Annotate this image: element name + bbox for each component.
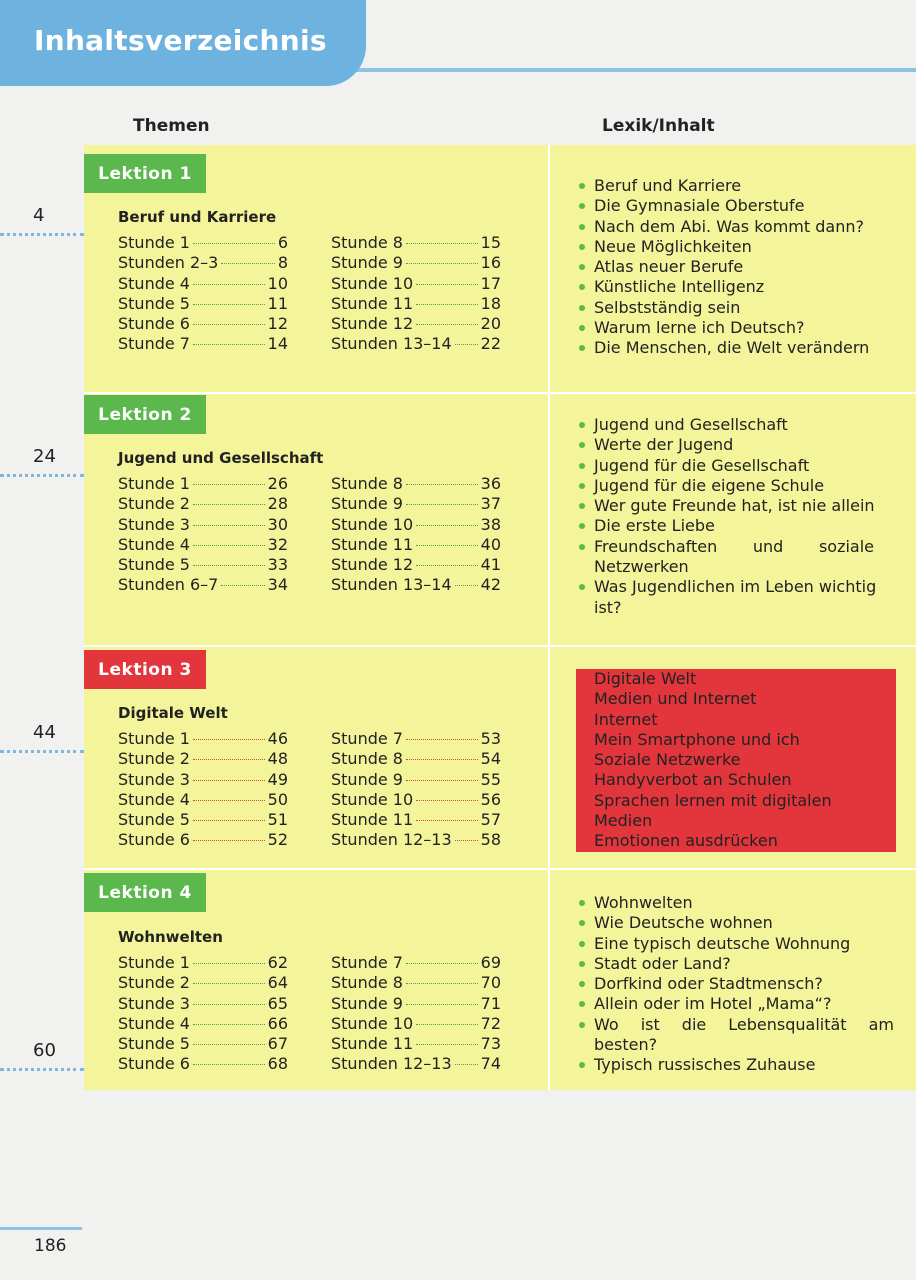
lesson-entry[interactable] [331, 1054, 501, 1074]
entry-label: Stunde 4 [118, 1013, 190, 1033]
entry-label: Stunde 8 [331, 973, 403, 993]
entry-label: Stunden 6–7 [118, 575, 219, 595]
entry-label: Stunde 8 [331, 749, 403, 769]
entry-page: 50 [267, 789, 288, 809]
topic-item: Internet [576, 710, 896, 730]
lesson-entry[interactable] [331, 994, 501, 1014]
lesson-entry[interactable] [118, 274, 288, 294]
lesson-entry[interactable] [331, 729, 501, 749]
entry-label: Stunde 11 [331, 534, 414, 554]
lesson-entry[interactable] [118, 973, 288, 993]
lesson-entry[interactable] [118, 953, 288, 973]
lesson-entry[interactable] [118, 515, 288, 535]
entry-label: Stunde 6 [118, 830, 190, 850]
lesson-entry[interactable] [331, 535, 501, 555]
leader-dots [455, 1064, 478, 1065]
topic-item: Die erste Liebe [576, 516, 896, 536]
lesson-entry[interactable] [331, 314, 501, 334]
entry-label: Stunde 3 [118, 769, 190, 789]
lesson-badge[interactable]: Lektion 2 [84, 395, 206, 434]
entry-label: Stunde 9 [331, 993, 403, 1013]
entry-label: Stunde 3 [118, 993, 190, 1013]
lesson-entry[interactable] [331, 233, 501, 253]
entry-label: Stunde 7 [331, 953, 403, 972]
lesson-entry[interactable] [331, 953, 501, 973]
lesson-entry[interactable] [331, 294, 501, 314]
leader-dots [416, 304, 477, 305]
leader-dots [221, 585, 264, 586]
entry-label: Stunden 12–13 [331, 1054, 452, 1074]
topic-item: Allein oder im Hotel „Mama“? [576, 994, 896, 1014]
topic-list [576, 415, 896, 618]
lesson-badge[interactable]: Lektion 4 [84, 873, 206, 912]
leader-dots [455, 344, 478, 345]
page-number: 186 [34, 1236, 67, 1256]
entry-page: 16 [480, 253, 501, 273]
lesson-entry[interactable] [118, 790, 288, 810]
topic-item: Wo ist die Lebensqualität am besten? [576, 1015, 894, 1056]
leader-dots [193, 739, 265, 740]
leader-dots [406, 484, 478, 485]
column-heading-themes: Themen [133, 116, 210, 136]
lesson-entry[interactable] [118, 1054, 288, 1074]
entry-label: Stunde 10 [331, 789, 414, 809]
leader-dots [406, 983, 478, 984]
entry-page: 69 [480, 953, 501, 972]
topic-item: Mein Smartphone und ich [576, 730, 896, 750]
lesson-entry[interactable] [331, 1014, 501, 1034]
entry-label: Stunde 1 [118, 474, 190, 493]
lesson-entry[interactable] [331, 770, 501, 790]
entry-label: Stunden 2–3 [118, 253, 219, 273]
leader-dots [193, 284, 265, 285]
leader-dots [406, 263, 478, 264]
entry-page: 70 [480, 973, 501, 993]
lesson-entry[interactable] [331, 973, 501, 993]
topic-item: Wer gute Freunde hat, ist nie allein [576, 496, 896, 516]
lesson-entry[interactable] [118, 314, 288, 334]
lesson-entry[interactable] [331, 515, 501, 535]
entry-page: 42 [480, 575, 501, 595]
lesson-entry[interactable] [118, 1014, 288, 1034]
header-tab [0, 0, 366, 86]
leader-dots [416, 565, 477, 566]
lesson-entry[interactable] [331, 575, 501, 595]
lesson-title: Beruf und Karriere [118, 208, 277, 226]
leader-dots [406, 759, 478, 760]
topic-item: Die Gymnasiale Oberstufe [576, 196, 896, 216]
entry-page: 17 [480, 273, 501, 293]
lesson-entries [118, 729, 502, 851]
leader-dots [193, 1064, 265, 1065]
topic-item: Soziale Netzwerke [576, 750, 896, 770]
entry-page: 52 [267, 830, 288, 850]
leader-dots [193, 1004, 265, 1005]
entry-label: Stunde 1 [118, 953, 190, 972]
lesson-entry[interactable] [118, 994, 288, 1014]
entry-label: Stunde 5 [118, 555, 190, 575]
lesson-title: Wohnwelten [118, 928, 223, 946]
lesson-entry[interactable] [118, 555, 288, 575]
topic-list [576, 669, 896, 852]
entry-label: Stunde 12 [331, 555, 414, 575]
lesson-entry[interactable] [118, 749, 288, 769]
entry-label: Stunde 9 [331, 253, 403, 273]
topic-item: Dorfkind oder Stadtmensch? [576, 974, 896, 994]
lesson-entries [118, 953, 502, 1075]
leader-dots [416, 1044, 477, 1045]
lesson-entry[interactable] [118, 334, 288, 354]
leader-dots [193, 344, 265, 345]
lesson-entry[interactable] [331, 253, 501, 273]
leader-dots [193, 1024, 265, 1025]
entry-page: 48 [267, 749, 288, 769]
lesson-entries [118, 474, 502, 596]
entry-page: 15 [480, 233, 501, 252]
leader-dots [455, 840, 478, 841]
lesson-entry[interactable] [118, 474, 288, 494]
lesson-entry[interactable] [331, 830, 501, 850]
entry-page: 10 [267, 273, 288, 293]
entry-page: 71 [480, 993, 501, 1013]
entry-page: 62 [267, 953, 288, 972]
leader-dots [416, 820, 477, 821]
entry-label: Stunden 13–14 [331, 334, 452, 354]
lesson-badge[interactable]: Lektion 3 [84, 650, 206, 689]
lesson-title: Jugend und Gesellschaft [118, 449, 324, 467]
page-marker-dots [0, 1068, 84, 1071]
leader-dots [406, 243, 478, 244]
entry-label: Stunde 2 [118, 749, 190, 769]
leader-dots [221, 263, 275, 264]
lesson-entry[interactable] [331, 749, 501, 769]
entry-page: 41 [480, 555, 501, 575]
topic-item: Warum lerne ich Deutsch? [576, 318, 896, 338]
entry-page: 37 [480, 494, 501, 514]
entry-label: Stunde 9 [331, 769, 403, 789]
entry-label: Stunde 1 [118, 729, 190, 748]
entry-page: 67 [267, 1034, 288, 1054]
leader-dots [416, 284, 477, 285]
entry-label: Stunde 3 [118, 514, 190, 534]
leader-dots [406, 963, 478, 964]
topic-item: Künstliche Intelligenz [576, 277, 896, 297]
leader-dots [406, 739, 478, 740]
topic-item: Beruf und Karriere [576, 176, 896, 196]
entry-label: Stunde 7 [118, 334, 190, 354]
entry-label: Stunde 5 [118, 293, 190, 313]
leader-dots [406, 1004, 478, 1005]
leader-dots [193, 324, 265, 325]
entry-page: 49 [267, 769, 288, 789]
lesson-entry[interactable] [331, 494, 501, 514]
topic-item: Selbstständig sein [576, 298, 896, 318]
entry-page: 57 [480, 810, 501, 830]
lesson-start-page-number: 60 [33, 1040, 56, 1061]
lesson-entry[interactable] [331, 790, 501, 810]
section-divider [84, 392, 916, 394]
entry-page: 54 [480, 749, 501, 769]
leader-dots [193, 304, 265, 305]
entry-label: Stunde 4 [118, 273, 190, 293]
lesson-entry[interactable] [118, 575, 288, 595]
topic-item: Medien und Internet [576, 689, 896, 709]
entry-label: Stunde 8 [331, 233, 403, 252]
leader-dots [416, 800, 477, 801]
topic-item: Die Menschen, die Welt verändern [576, 338, 896, 358]
leader-dots [193, 983, 265, 984]
lesson-entry[interactable] [118, 729, 288, 749]
lesson-entry[interactable] [331, 474, 501, 494]
leader-dots [193, 243, 275, 244]
leader-dots [416, 545, 477, 546]
entry-page: 26 [267, 474, 288, 493]
entry-page: 56 [480, 789, 501, 809]
leader-dots [193, 800, 265, 801]
topic-item: Stadt oder Land? [576, 954, 896, 974]
lesson-entry[interactable] [118, 294, 288, 314]
topic-item: Werte der Jugend [576, 435, 896, 455]
entry-page: 36 [480, 474, 501, 493]
lesson-entry[interactable] [118, 253, 288, 273]
leader-dots [193, 545, 265, 546]
leader-dots [193, 565, 265, 566]
lesson-entry[interactable] [118, 810, 288, 830]
topic-item: Handyverbot an Schulen [576, 770, 896, 790]
entry-label: Stunde 4 [118, 789, 190, 809]
entry-page: 65 [267, 993, 288, 1013]
entry-label: Stunde 5 [118, 810, 190, 830]
entry-label: Stunde 4 [118, 534, 190, 554]
entry-page: 53 [480, 729, 501, 748]
topic-item: Digitale Welt [576, 669, 896, 689]
entry-label: Stunde 5 [118, 1034, 190, 1054]
entry-page: 68 [267, 1054, 288, 1074]
lesson-entry[interactable] [331, 1034, 501, 1054]
topic-item: Jugend für die Gesellschaft [576, 456, 896, 476]
topic-item: Emotionen ausdrücken [576, 831, 896, 851]
entry-page: 72 [480, 1013, 501, 1033]
lesson-entries [118, 233, 502, 355]
lesson-title: Digitale Welt [118, 704, 228, 722]
entry-label: Stunden 13–14 [331, 575, 452, 595]
entry-label: Stunde 12 [331, 314, 414, 334]
entry-page: 11 [267, 293, 288, 313]
entry-label: Stunde 8 [331, 474, 403, 493]
leader-dots [193, 963, 265, 964]
lesson-entry[interactable] [118, 770, 288, 790]
leader-dots [416, 525, 477, 526]
topic-item: Jugend und Gesellschaft [576, 415, 896, 435]
entry-page: 40 [480, 534, 501, 554]
entry-label: Stunde 2 [118, 494, 190, 514]
entry-page: 73 [480, 1034, 501, 1054]
entry-page: 33 [267, 555, 288, 575]
topic-item: Atlas neuer Berufe [576, 257, 896, 277]
entry-label: Stunde 11 [331, 293, 414, 313]
entry-page: 12 [267, 314, 288, 334]
leader-dots [416, 324, 477, 325]
lesson-entry[interactable] [118, 1034, 288, 1054]
topic-item: Wohnwelten [576, 893, 896, 913]
topic-list [576, 893, 896, 1076]
leader-dots [193, 1044, 265, 1045]
lesson-start-page-number: 24 [33, 446, 56, 467]
topic-item: Jugend für die eigene Schule [576, 476, 896, 496]
entry-page: 66 [267, 1013, 288, 1033]
topic-list [576, 176, 896, 359]
entry-page: 20 [480, 314, 501, 334]
topic-item: Eine typisch deutsche Wohnung [576, 934, 896, 954]
topic-item: Typisch russisches Zuhause [576, 1055, 896, 1075]
entry-page: 46 [267, 729, 288, 748]
leader-dots [416, 1024, 477, 1025]
entry-label: Stunde 11 [331, 810, 414, 830]
entry-label: Stunde 2 [118, 973, 190, 993]
entry-label: Stunden 12–13 [331, 830, 452, 850]
entry-page: 30 [267, 514, 288, 534]
entry-page: 14 [267, 334, 288, 354]
entry-label: Stunde 7 [331, 729, 403, 748]
topic-item: Freundschaften und soziale Netzwerken [576, 537, 874, 578]
leader-dots [193, 504, 265, 505]
entry-label: Stunde 6 [118, 314, 190, 334]
lesson-entry[interactable] [118, 535, 288, 555]
section-divider [84, 645, 916, 647]
leader-dots [193, 525, 265, 526]
column-divider [548, 145, 550, 1090]
lesson-start-page-number: 44 [33, 722, 56, 743]
entry-page: 34 [267, 575, 288, 595]
entry-label: Stunde 10 [331, 1013, 414, 1033]
leader-dots [193, 840, 265, 841]
entry-label: Stunde 6 [118, 1054, 190, 1074]
leader-dots [406, 780, 478, 781]
lesson-entry[interactable] [331, 810, 501, 830]
entry-page: 51 [267, 810, 288, 830]
entry-page: 38 [480, 514, 501, 534]
section-divider [84, 868, 916, 870]
lesson-entry[interactable] [118, 830, 288, 850]
page-marker-dots [0, 233, 84, 236]
leader-dots [406, 504, 478, 505]
entry-page: 8 [277, 253, 288, 273]
lesson-entry[interactable] [118, 494, 288, 514]
entry-page: 58 [480, 830, 501, 850]
entry-page: 22 [480, 334, 501, 354]
leader-dots [193, 780, 265, 781]
topic-item: Was Jugendlichen im Leben wichtig ist? [576, 577, 894, 618]
entry-page: 28 [267, 494, 288, 514]
entry-label: Stunde 1 [118, 233, 190, 252]
topic-item: Sprachen lernen mit digitalen Medien [576, 791, 884, 832]
leader-dots [193, 759, 265, 760]
entry-page: 6 [277, 233, 288, 252]
lesson-entry[interactable] [331, 334, 501, 354]
topic-item: Wie Deutsche wohnen [576, 913, 896, 933]
entry-label: Stunde 10 [331, 514, 414, 534]
lesson-entry[interactable] [331, 555, 501, 575]
page-marker-dots [0, 750, 84, 753]
entry-page: 18 [480, 293, 501, 313]
leader-dots [455, 585, 478, 586]
page-title: Inhaltsverzeichnis [34, 24, 327, 57]
entry-page: 74 [480, 1054, 501, 1074]
topic-item: Neue Möglichkeiten [576, 237, 896, 257]
leader-dots [193, 484, 265, 485]
entry-label: Stunde 10 [331, 273, 414, 293]
entry-label: Stunde 9 [331, 494, 403, 514]
lesson-start-page-number: 4 [33, 205, 45, 226]
topic-item: Nach dem Abi. Was kommt dann? [576, 217, 896, 237]
entry-label: Stunde 11 [331, 1034, 414, 1054]
page-marker-dots [0, 474, 84, 477]
leader-dots [193, 820, 265, 821]
entry-page: 55 [480, 769, 501, 789]
lesson-entry[interactable] [118, 233, 288, 253]
column-heading-lexik: Lexik/Inhalt [602, 116, 715, 136]
entry-page: 32 [267, 534, 288, 554]
entry-page: 64 [267, 973, 288, 993]
lesson-entry[interactable] [331, 274, 501, 294]
footer-rule [0, 1227, 82, 1230]
lesson-badge[interactable]: Lektion 1 [84, 154, 206, 193]
